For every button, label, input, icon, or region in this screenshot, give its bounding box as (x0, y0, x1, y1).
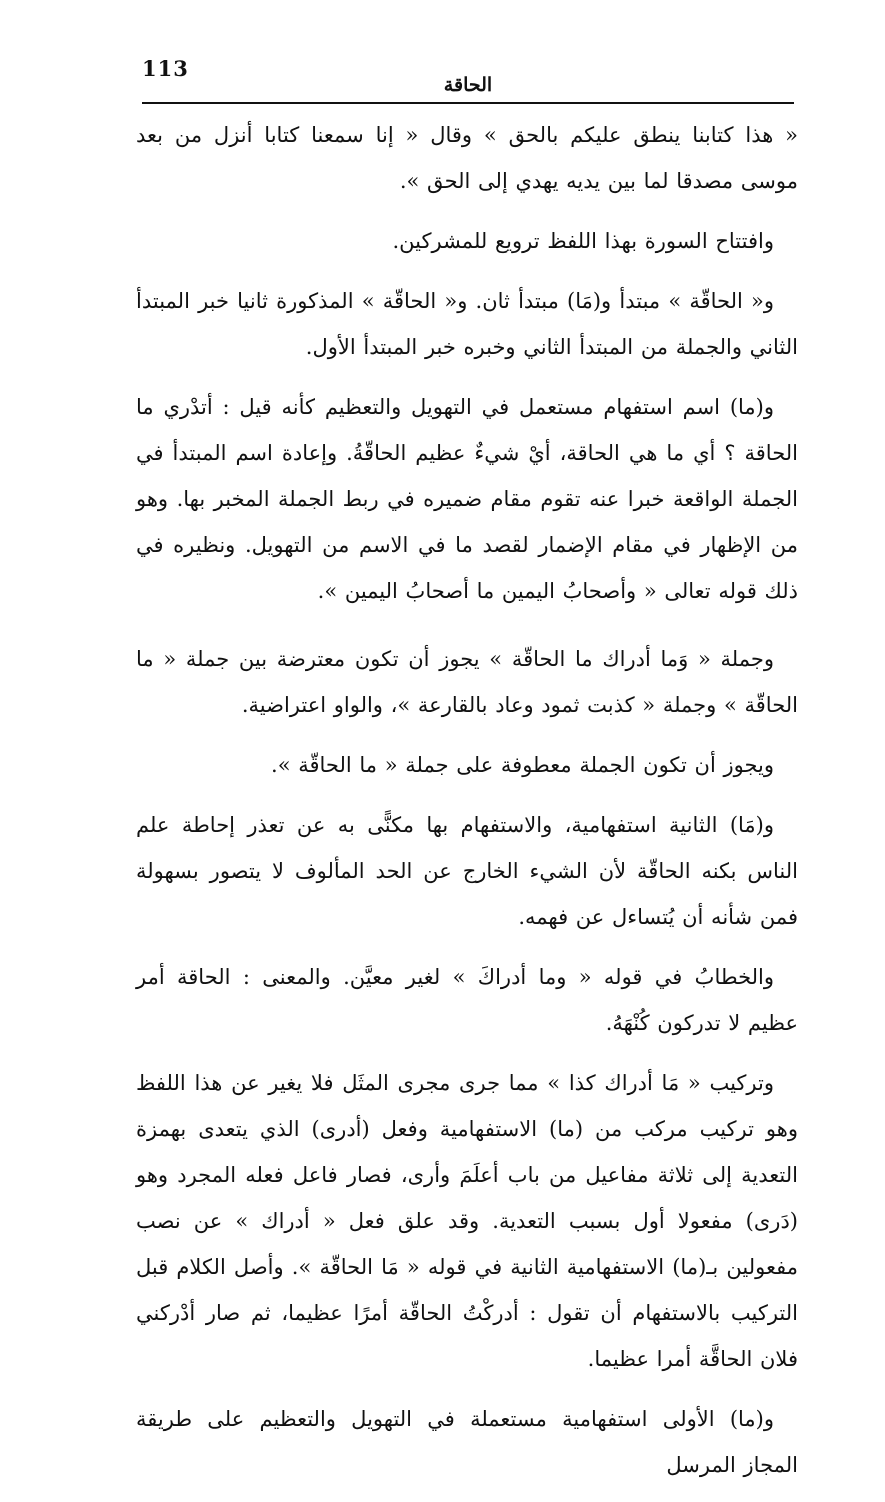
paragraph: « هذا كتابنا ينطق عليكم بالحق » وقال « إنا سمعنا كتابا أنزل من بعد موسى مصدقا لما بين يديه يهدي إلى الحق ». (136, 123, 798, 193)
paragraph: والخطابُ في قوله « وما أدراكَ » لغير معيَّن. والمعنى : الحاقة أمر عظيم لا تدركون كُنْهَهُ. (136, 965, 798, 1035)
paragraph: و(ما) اسم استفهام مستعمل في التهويل والتعظيم كأنه قيل : أتدْري ما الحاقة ؟ أي ما هي الحاقة، أيْ شيءٌ عظيم الحاقّةُ. وإعادة اسم المبتدأ في الجملة الواقعة خبرا عنه تقوم مقام ضميره في ربط الجملة المخبر بها. وهو من الإظهار في مقام الإضمار لقصد ما في الاسم من التهويل. ونظيره في ذلك قوله تعالى « وأصحابُ اليمين ما أصحابُ اليمين ». (136, 395, 798, 603)
header-divider (142, 102, 794, 104)
paragraph: وجملة « وَما أدراك ما الحاقّة » يجوز أن تكون معترضة بين جملة « ما الحاقّة » وجملة « كذبت ثمود وعاد بالقارعة »، والواو اعتراضية. (136, 647, 798, 717)
page-header (142, 52, 794, 104)
paragraph: ويجوز أن تكون الجملة معطوفة على جملة « ما الحاقّة ». (271, 753, 774, 777)
paragraph: وافتتاح السورة بهذا اللفظ ترويع للمشركين. (392, 229, 774, 253)
running-title: الحاقة (443, 74, 493, 96)
paragraph: و(ما) الأولى استفهامية مستعملة في التهويل والتعظيم على طريقة المجاز المرسل (136, 1407, 798, 1477)
paragraph: وتركيب « مَا أدراك كذا » مما جرى مجرى المثَل فلا يغير عن هذا اللفظ وهو تركيب مركب من (ما) الاستفهامية وفعل (أدرى) الذي يتعدى بهمزة التعدية إلى ثلاثة مفاعيل من باب أعلَمَ وأرى، فصار فاعل فعله المجرد وهو (دَرى) مفعولا أول بسبب التعدية. وقد علق فعل « أدراك » عن نصب مفعولين بـ(ما) الاستفهامية الثانية في قوله « مَا الحاقّة ». وأصل الكلام قبل التركيب بالاستفهام أن تقول : أدركْتُ الحاقّة أمرًا عظيما، ثم صار أدْركني فلان الحاقَّة أمرا عظيما. (136, 1071, 798, 1371)
paragraph: و(مَا) الثانية استفهامية، والاستفهام بها مكنًّى به عن تعذر إحاطة علم الناس بكنه الحاقّة لأن الشيء الخارج عن الحد المألوف لا يتصور بسهولة فمن شأنه أن يُتساءل عن فهمه. (136, 813, 798, 929)
page-body (136, 112, 798, 1502)
page-number: 113 (142, 56, 189, 81)
paragraph: و« الحاقّة » مبتدأ و(مَا) مبتدأ ثان. و« الحاقّة » المذكورة ثانيا خبر المبتدأ الثاني والجملة من المبتدأ الثاني وخبره خبر المبتدأ الأول. (136, 289, 798, 359)
